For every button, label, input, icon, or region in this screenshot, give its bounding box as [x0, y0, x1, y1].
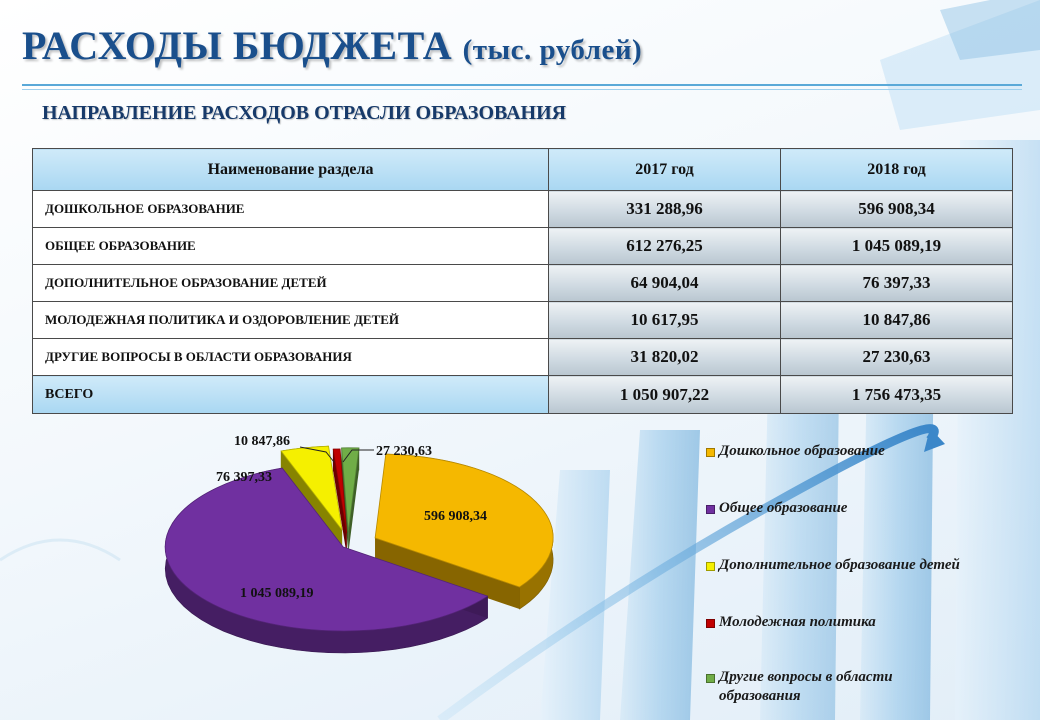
- legend-swatch-additional: [706, 562, 715, 571]
- legend-swatch-other: [706, 674, 715, 683]
- pie-label-preschool: 596 908,34: [424, 509, 487, 524]
- row-name: ДОПОЛНИТЕЛЬНОЕ ОБРАЗОВАНИЕ ДЕТЕЙ: [33, 265, 549, 302]
- row-value-2018: 1 756 473,35: [781, 376, 1013, 414]
- row-name: ДРУГИЕ ВОПРОСЫ В ОБЛАСТИ ОБРАЗОВАНИЯ: [33, 339, 549, 376]
- legend-swatch-youth: [706, 619, 715, 628]
- header-2018: 2018 год: [781, 149, 1013, 191]
- row-value-2018: 1 045 089,19: [781, 228, 1013, 265]
- pie-label-additional: 76 397,33: [216, 470, 272, 485]
- row-value-2017: 612 276,25: [549, 228, 781, 265]
- legend-item-youth: [706, 613, 876, 632]
- legend-item-general: [706, 499, 847, 518]
- page-title-unit: (тыс. рублей): [462, 34, 643, 66]
- row-value-2018: 596 908,34: [781, 191, 1013, 228]
- row-name: МОЛОДЕЖНАЯ ПОЛИТИКА И ОЗДОРОВЛЕНИЕ ДЕТЕЙ: [33, 302, 549, 339]
- legend-item-preschool: [706, 442, 885, 461]
- row-value-2017: 64 904,04: [549, 265, 781, 302]
- legend-item-additional: [706, 556, 960, 575]
- legend-label: Дошкольное образование: [719, 443, 885, 459]
- row-value-2017: 31 820,02: [549, 339, 781, 376]
- legend-item-other: [706, 668, 936, 706]
- row-value-2017: 1 050 907,22: [549, 376, 781, 414]
- header-section-name: Наименование раздела: [33, 149, 549, 191]
- row-value-2018: 27 230,63: [781, 339, 1013, 376]
- header-2017: 2017 год: [549, 149, 781, 191]
- pie-label-other: 27 230,63: [376, 444, 432, 459]
- legend-label: Общее образование: [719, 500, 848, 516]
- row-value-2017: 10 617,95: [549, 302, 781, 339]
- row-value-2018: 76 397,33: [781, 265, 1013, 302]
- row-name: ОБЩЕЕ ОБРАЗОВАНИЕ: [33, 228, 549, 265]
- page-title-main: РАСХОДЫ БЮДЖЕТА: [22, 23, 453, 68]
- row-name: ВСЕГО: [33, 376, 549, 414]
- section-subtitle: НАПРАВЛЕНИЕ РАСХОДОВ ОТРАСЛИ ОБРАЗОВАНИЯ: [42, 102, 567, 124]
- legend-label: Дополнительное образование детей: [719, 557, 960, 573]
- pie-label-youth: 10 847,86: [234, 434, 290, 449]
- legend-swatch-general: [706, 505, 715, 514]
- row-name: ДОШКОЛЬНОЕ ОБРАЗОВАНИЕ: [33, 191, 549, 228]
- pie-label-general: 1 045 089,19: [240, 586, 314, 601]
- legend-label: Другие вопросы в области образования: [719, 669, 893, 704]
- legend-label: Молодежная политика: [719, 614, 876, 630]
- legend-swatch-preschool: [706, 448, 715, 457]
- row-value-2018: 10 847,86: [781, 302, 1013, 339]
- row-value-2017: 331 288,96: [549, 191, 781, 228]
